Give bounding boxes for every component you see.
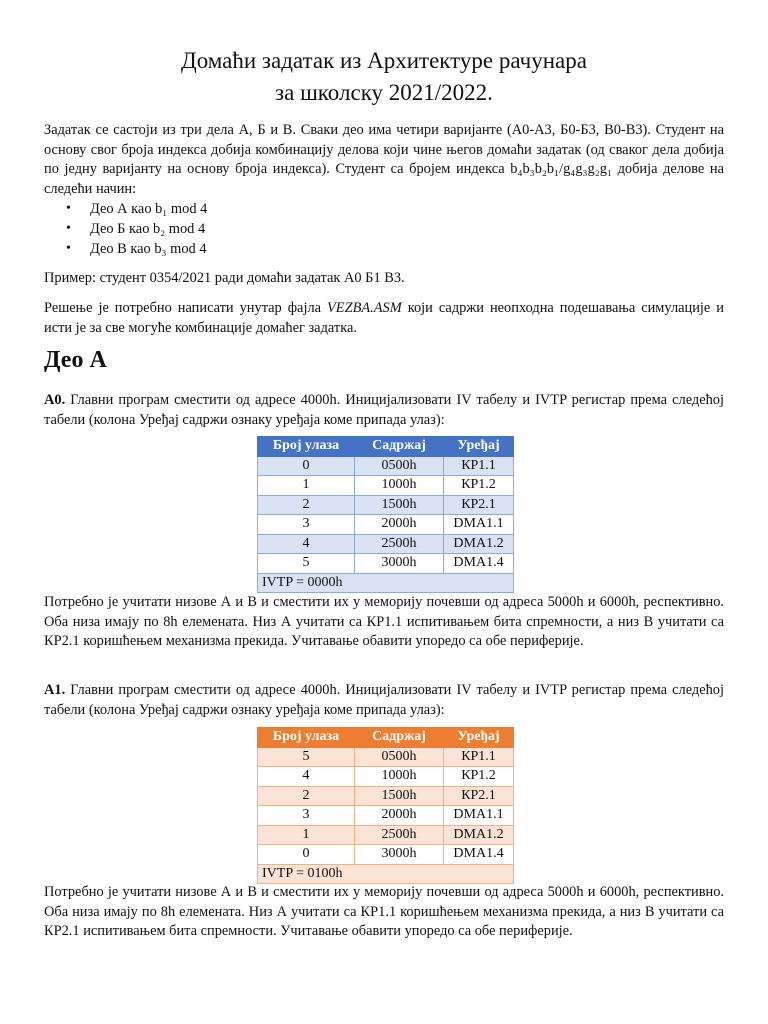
a0-after-paragraph: Потребно је учитати низове А и В и сместити их у меморију почевши од адреса 5000h и 6000h, респективно. Оба низа имају по 8h елемената. Низ А учитати са КР1.1 испитивањем бита спремности, а низ В учитати са КР2.1 коришћењем механизма прекида. Учитавање обавити упоредо са обе периферије. bbox=[44, 594, 724, 649]
table-cell: 4 bbox=[258, 767, 355, 787]
table-row bbox=[258, 573, 514, 593]
table-cell: 0500h bbox=[355, 747, 444, 767]
solution-filename: VEZBA.ASM bbox=[327, 300, 402, 316]
table-cell: DMA1.4 bbox=[444, 845, 514, 865]
a1-table bbox=[257, 727, 514, 884]
example-paragraph: Пример: студент 0354/2021 ради домаћи задатак А0 Б1 В3. bbox=[44, 270, 405, 286]
table-row bbox=[258, 554, 514, 574]
solution-text-after: који садржи неопходна подешавања симулације и исти је за све могуће комбинације домаћег задатка. bbox=[44, 300, 724, 336]
table-cell: КР1.2 bbox=[444, 767, 514, 787]
table-cell: 3 bbox=[258, 806, 355, 826]
column-header: Број улаза bbox=[258, 437, 355, 457]
a1-paragraph bbox=[44, 681, 724, 720]
table-cell: DMA1.2 bbox=[444, 534, 514, 554]
table-cell: 1 bbox=[258, 476, 355, 496]
table-row bbox=[258, 806, 514, 826]
intro-paragraph: Задатак се састоји из три дела А, Б и В. Сваки део има четири варијанте (А0-А3, Б0-Б3, В0-В3). Студент на основу свог броја индекса добија комбинацију делова који чине његов домаћи задатак (од сваког дела добија по једну варијанту на основу броја индекса). Студент са бројем индекса b₄b₃b₂b₁/g₄g₃g₂g₁ добија делове на следећи начин: bbox=[44, 122, 724, 197]
table-row bbox=[258, 495, 514, 515]
table-cell: КР1.1 bbox=[444, 456, 514, 476]
table-cell: КР1.2 bbox=[444, 476, 514, 496]
table-cell: 5 bbox=[258, 747, 355, 767]
table-cell: DMA1.4 bbox=[444, 554, 514, 574]
table-cell: 3 bbox=[258, 515, 355, 535]
table-cell: 2000h bbox=[355, 515, 444, 535]
section-heading: Део А bbox=[44, 347, 107, 373]
table-row bbox=[258, 515, 514, 535]
a0-text: Главни програм сместити од адресе 4000h. Иницијализовати IV табелу и IVTP регистар према следећој табели (колона Уређај садржи ознаку уређаја коме припада улаз): bbox=[44, 392, 724, 428]
ivtp-cell: IVTP = 0000h bbox=[258, 573, 514, 593]
variant-list bbox=[66, 199, 207, 259]
table-row bbox=[258, 825, 514, 845]
table-cell: 0 bbox=[258, 845, 355, 865]
a1-label: А1. bbox=[44, 682, 66, 698]
title-line-2: за школску 2021/2022. bbox=[275, 80, 493, 105]
table-cell: 2500h bbox=[355, 825, 444, 845]
column-header: Број улаза bbox=[258, 728, 355, 748]
table-row bbox=[258, 767, 514, 787]
table-cell: 5 bbox=[258, 554, 355, 574]
table-cell: 1 bbox=[258, 825, 355, 845]
table-cell: 1500h bbox=[355, 495, 444, 515]
table-row bbox=[258, 534, 514, 554]
solution-text-before: Решење је потребно написати унутар фајла bbox=[44, 300, 327, 316]
list-item: • Део А као b₁ mod 4 bbox=[66, 199, 207, 219]
column-header: Уређај bbox=[444, 437, 514, 457]
table-row bbox=[258, 864, 514, 884]
solution-paragraph bbox=[44, 299, 724, 338]
table-row bbox=[258, 845, 514, 865]
table-cell: DMA1.1 bbox=[444, 806, 514, 826]
a1-text: Главни програм сместити од адресе 4000h. Иницијализовати IV табелу и IVTP регистар према следећој табели (колона Уређај садржи ознаку уређаја коме припада улаз): bbox=[44, 682, 724, 718]
table-cell: КР2.1 bbox=[444, 786, 514, 806]
table-row bbox=[258, 456, 514, 476]
a0-paragraph bbox=[44, 391, 724, 430]
ivtp-cell: IVTP = 0100h bbox=[258, 864, 514, 884]
a0-table bbox=[257, 436, 514, 593]
list-item: • Део В као b₃ mod 4 bbox=[66, 239, 207, 259]
table-cell: КР2.1 bbox=[444, 495, 514, 515]
table-cell: 2500h bbox=[355, 534, 444, 554]
table-cell: 3000h bbox=[355, 845, 444, 865]
table-row bbox=[258, 476, 514, 496]
table-cell: DMA1.2 bbox=[444, 825, 514, 845]
table-cell: 1500h bbox=[355, 786, 444, 806]
table-cell: 3000h bbox=[355, 554, 444, 574]
table-row bbox=[258, 786, 514, 806]
list-item: • Део Б као b₂ mod 4 bbox=[66, 219, 207, 239]
table-cell: 2 bbox=[258, 495, 355, 515]
a0-label: А0. bbox=[44, 392, 66, 408]
column-header: Садржај bbox=[355, 728, 444, 748]
table-header-row bbox=[258, 437, 514, 457]
table-cell: DMA1.1 bbox=[444, 515, 514, 535]
table-cell: 2000h bbox=[355, 806, 444, 826]
table-cell: КР1.1 bbox=[444, 747, 514, 767]
table-cell: 0500h bbox=[355, 456, 444, 476]
table-cell: 2 bbox=[258, 786, 355, 806]
title-line-1: Домаћи задатак из Архитектуре рачунара bbox=[181, 48, 587, 73]
column-header: Уређај bbox=[444, 728, 514, 748]
table-cell: 1000h bbox=[355, 767, 444, 787]
table-cell: 4 bbox=[258, 534, 355, 554]
table-cell: 1000h bbox=[355, 476, 444, 496]
table-row bbox=[258, 747, 514, 767]
a1-after-paragraph: Потребно је учитати низове А и В и сместити их у меморију почевши од адреса 5000h и 6000h, респективно. Оба низа имају по 8h елемената. Низ А учитати са КР1.1 коришћењем механизма прекида, а низ В учитати са КР2.1 испитивањем бита спремности. Учитавање обавити упоредо са обе периферије. bbox=[44, 884, 724, 939]
column-header: Садржај bbox=[355, 437, 444, 457]
table-cell: 0 bbox=[258, 456, 355, 476]
table-header-row bbox=[258, 728, 514, 748]
